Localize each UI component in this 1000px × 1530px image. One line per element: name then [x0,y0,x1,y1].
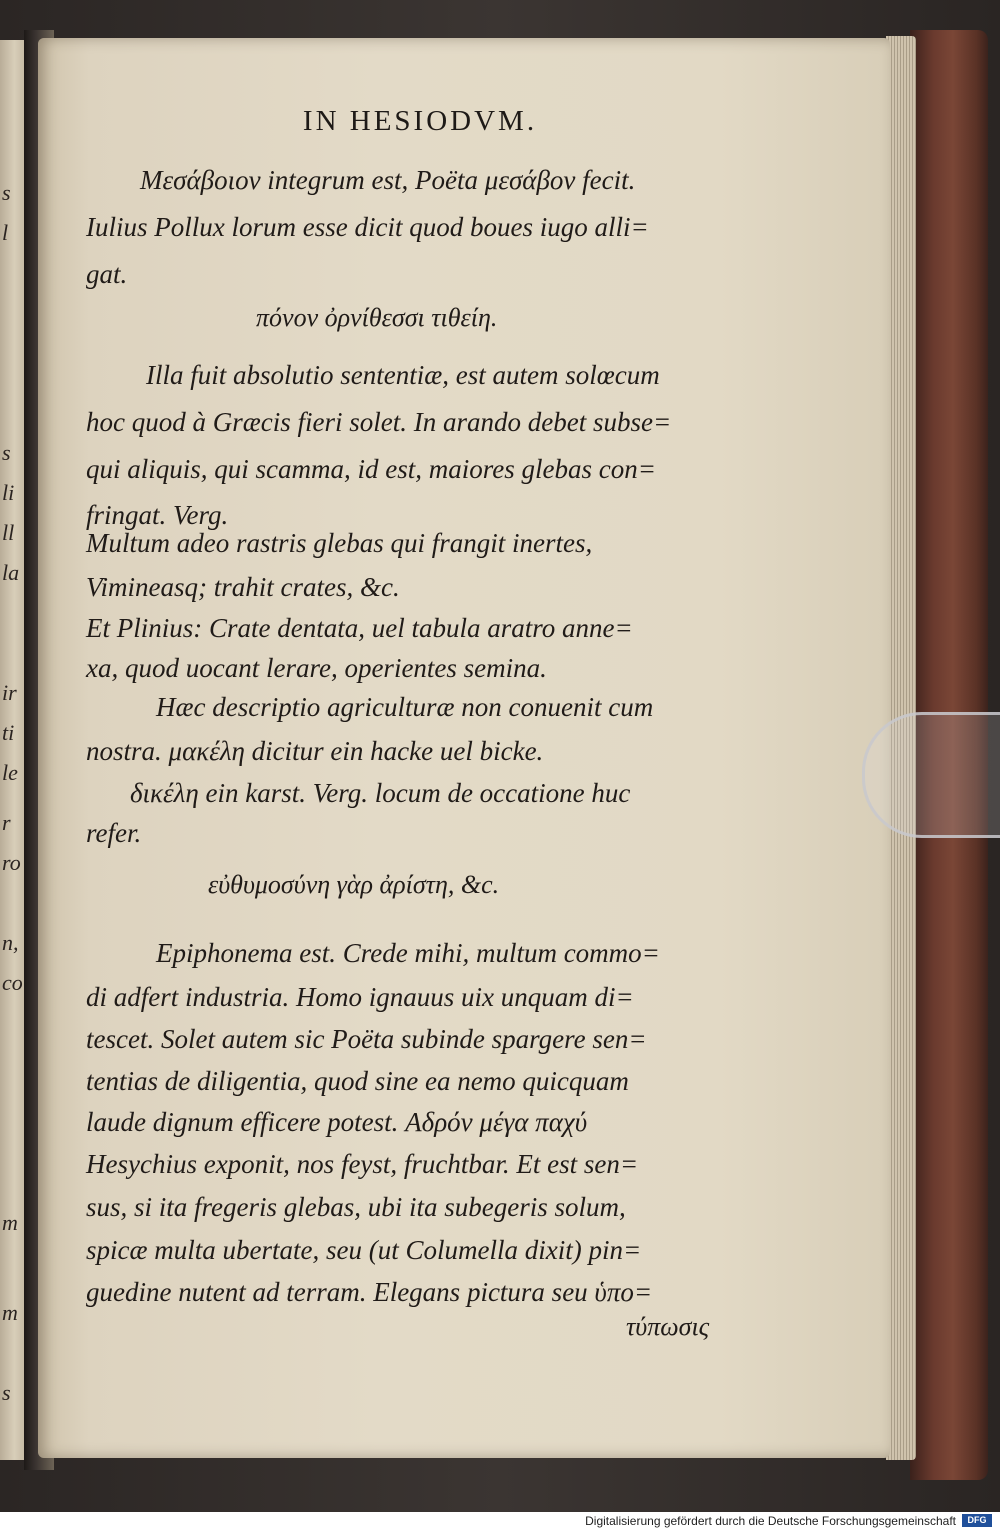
text-line: Illa fuit absolutio sententiæ, est autem solœcum [146,360,660,390]
text-line: δικέλη ein karst. Verg. locum de occatione huc [130,778,631,808]
text-line: refer. [86,818,142,848]
left-page-fragment: l [2,220,9,245]
footer-bar [0,1512,1000,1530]
left-page-fragment: m [2,1300,18,1325]
text-line: Iulius Pollux lorum esse dicit quod boues iugo alli= [86,212,649,242]
left-page-fragment: li [2,480,15,505]
left-page-fragment: ir [2,680,17,705]
left-page-fragment: ro [2,850,21,875]
text-line: gat. [86,259,128,289]
funding-note: Digitalisierung gefördert durch die Deutsche Forschungsgemeinschaft [585,1514,956,1528]
text-line: sus, si ita fregeris glebas, ubi ita subegeris solum, [86,1192,626,1222]
text-line: nostra. μακέλη dicitur ein hacke uel bicke. [86,736,544,766]
text-line: Hesychius exponit, nos feyst, fruchtbar. Et est sen= [86,1149,639,1179]
text-line: laude dignum efficere potest. Αδρόν μέγα παχύ [86,1107,588,1137]
dfg-logo: DFG [962,1514,992,1527]
text-line: xa, quod uocant lerare, operientes semina. [86,653,547,683]
clasp-strap [862,712,1000,838]
text-line: spicæ multa ubertate, seu (ut Columella dixit) pin= [86,1235,642,1265]
left-facing-page [0,40,26,1460]
text-line: tentias de diligentia, quod sine ea nemo quicquam [86,1066,629,1096]
catchword: τύπωσις [626,1312,710,1341]
greek-verse: πόνον ὀρνίθεσσι τιθείη. [256,303,498,332]
greek-verse: εὐθυμοσύνη γὰρ ἀρίστη, &c. [208,870,500,899]
text-line: qui aliquis, qui scamma, id est, maiores glebas con= [86,454,656,484]
left-page-fragment: le [2,760,18,785]
text-line: Multum adeo rastris glebas qui frangit inertes, [86,528,593,558]
left-page-fragment: co [2,970,23,995]
text-line: fringat. Verg. [86,500,229,530]
text-line: Et Plinius: Crate dentata, uel tabula aratro anne= [86,613,633,643]
left-page-fragment: s [2,1380,11,1405]
left-page-fragment: n, [2,930,19,955]
text-line: Μεσάβοιον integrum est, Poëta μεσάβον fecit. [140,165,636,195]
left-page-fragment: m [2,1210,18,1235]
left-page-fragment: s [2,180,11,205]
text-line: Vimineasq; trahit crates, &c. [86,572,400,602]
left-page-fragment: s [2,440,11,465]
text-line: di adfert industria. Homo ignauus uix unquam di= [86,982,634,1012]
text-line: Epiphonema est. Crede mihi, multum commo= [156,938,660,968]
left-page-fragment: la [2,560,20,585]
text-line: Hæc descriptio agriculturæ non conuenit cum [156,692,654,722]
text-line: guedine nutent ad terram. Elegans pictura seu ὑπο= [86,1277,653,1307]
text-line: tescet. Solet autem sic Poëta subinde spargere sen= [86,1024,647,1054]
text-line: hoc quod à Græcis fieri solet. In arando debet subse= [86,407,672,437]
running-header: IN HESIODVM. [302,105,538,137]
left-page-fragment: ti [2,720,15,745]
left-page-fragment: ll [2,520,15,545]
left-page-fragment: r [2,810,11,835]
